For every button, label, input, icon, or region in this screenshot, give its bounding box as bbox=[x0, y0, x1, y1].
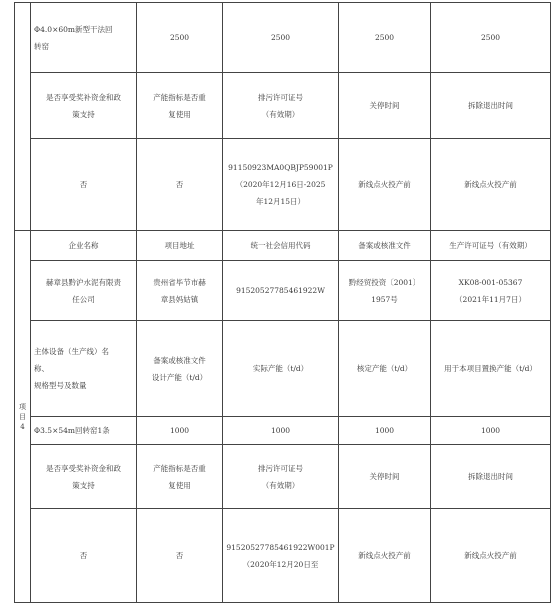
table-cell: 实际产能（t/d） bbox=[223, 321, 339, 417]
table-cell: 1000 bbox=[339, 417, 431, 445]
table-cell: 拆除退出时间 bbox=[431, 445, 551, 509]
table-cell: 新线点火投产前 bbox=[431, 139, 551, 231]
table-cell: 2500 bbox=[339, 3, 431, 73]
table-cell: 否 bbox=[31, 509, 137, 603]
table-row bbox=[15, 261, 551, 321]
table-cell: 主体设备（生产线）名 称、 规格型号及数量 bbox=[31, 321, 137, 417]
table-cell: 91150923MA0QBJP59001P （2020年12月16日-2025 年12月15日） bbox=[223, 139, 339, 231]
table-cell: 贵州省毕节市赫 章县妈姑镇 bbox=[137, 261, 223, 321]
table-cell: 91520527785461922W bbox=[223, 261, 339, 321]
table-cell: 新线点火投产前 bbox=[339, 509, 431, 603]
table-cell: 是否享受奖补资金和政 策支持 bbox=[31, 73, 137, 139]
table-cell: 赫章县黔沪水泥有限责 任公司 bbox=[31, 261, 137, 321]
table-cell: 否 bbox=[137, 139, 223, 231]
table-cell: 产能指标是否重 复使用 bbox=[137, 445, 223, 509]
table-cell: 是否享受奖补资金和政 策支持 bbox=[31, 445, 137, 509]
table-row bbox=[15, 321, 551, 417]
side-cell-blank bbox=[15, 3, 31, 231]
table-cell: 2500 bbox=[223, 3, 339, 73]
table-cell: 备案或核准文件 设计产能（t/d） bbox=[137, 321, 223, 417]
table-cell: 新线点火投产前 bbox=[431, 509, 551, 603]
table-header-cell: 统一社会信用代码 bbox=[223, 231, 339, 261]
table-cell: 1000 bbox=[431, 417, 551, 445]
table-cell: 1000 bbox=[223, 417, 339, 445]
table-cell: 用于本项目置换产能（t/d） bbox=[431, 321, 551, 417]
table-row bbox=[15, 231, 551, 261]
table-row bbox=[15, 3, 551, 73]
table-cell: 否 bbox=[31, 139, 137, 231]
table-cell: 2500 bbox=[137, 3, 223, 73]
capacity-replacement-table bbox=[14, 2, 551, 603]
table-header-cell: 备案或核准文件 bbox=[339, 231, 431, 261]
table-cell: XK08-001-05367 （2021年11月7日） bbox=[431, 261, 551, 321]
table-cell: 关停时间 bbox=[339, 445, 431, 509]
table-cell: 否 bbox=[137, 509, 223, 603]
table-row bbox=[15, 73, 551, 139]
table-cell: 新线点火投产前 bbox=[339, 139, 431, 231]
table-cell: 91520527785461922W001P （2020年12月20日至 bbox=[223, 509, 339, 603]
table-row bbox=[15, 445, 551, 509]
table-cell: 核定产能（t/d） bbox=[339, 321, 431, 417]
table-header-cell: 生产许可证号（有效期） bbox=[431, 231, 551, 261]
table-row bbox=[15, 417, 551, 445]
table-cell: 排污许可证号 （有效期） bbox=[223, 445, 339, 509]
table-cell: 拆除退出时间 bbox=[431, 73, 551, 139]
table-cell: 排污许可证号 （有效期） bbox=[223, 73, 339, 139]
side-label-project-4: 项 目 4 bbox=[15, 231, 31, 603]
table-cell: 1000 bbox=[137, 417, 223, 445]
table-row bbox=[15, 139, 551, 231]
table-row bbox=[15, 509, 551, 603]
table-cell: 黔经贸投资〔2001〕 1957号 bbox=[339, 261, 431, 321]
table-cell: 2500 bbox=[431, 3, 551, 73]
table-cell: Φ3.5×54m回转窑1条 bbox=[31, 417, 137, 445]
table-header-cell: 企业名称 bbox=[31, 231, 137, 261]
table-header-cell: 项目地址 bbox=[137, 231, 223, 261]
table-cell: Φ4.0×60m新型干法回 转窑 bbox=[31, 3, 137, 73]
table-cell: 产能指标是否重 复使用 bbox=[137, 73, 223, 139]
table-cell: 关停时间 bbox=[339, 73, 431, 139]
